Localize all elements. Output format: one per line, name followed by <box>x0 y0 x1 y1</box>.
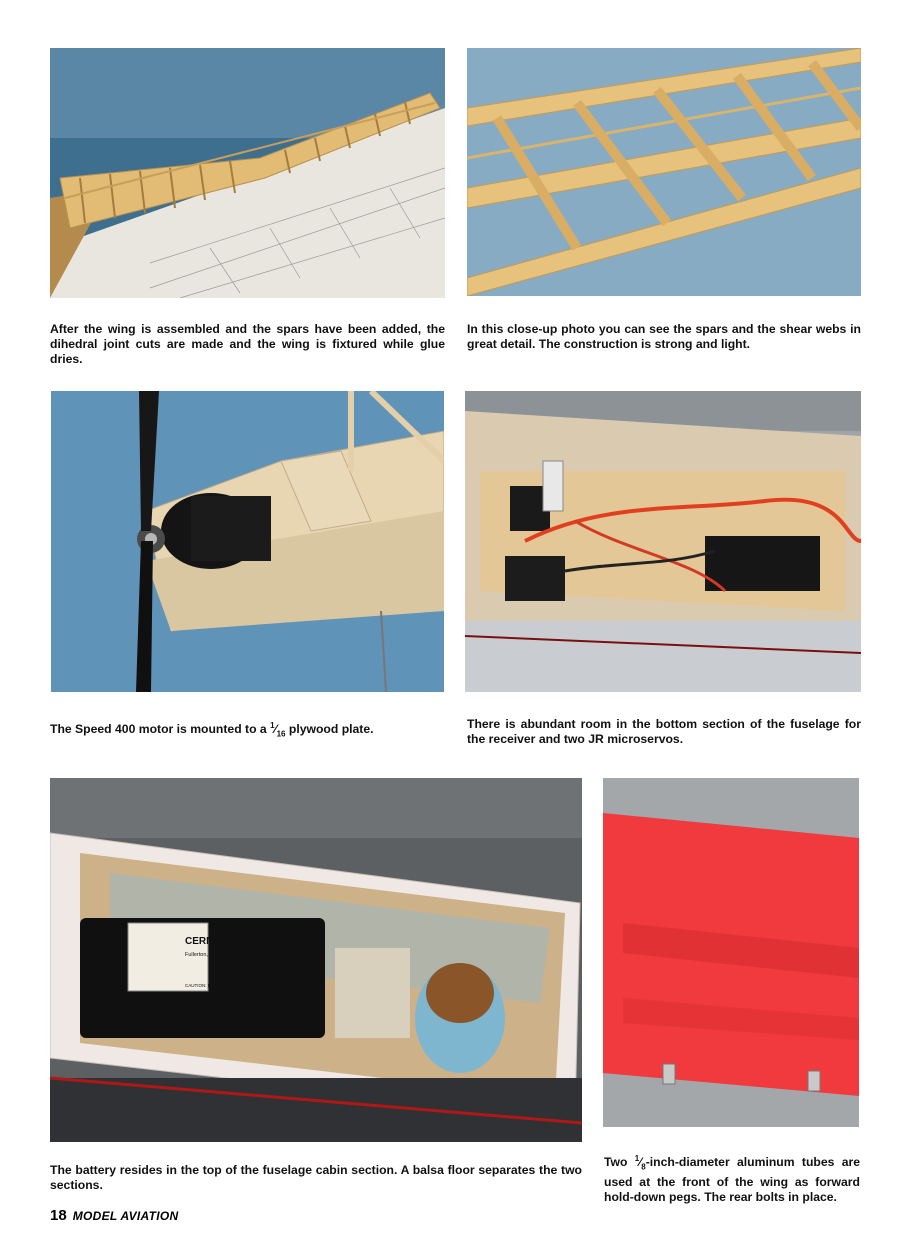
magazine-name: MODEL AVIATION <box>72 1209 179 1223</box>
page-footer <box>50 1207 178 1225</box>
photo-motor-mount <box>51 391 444 692</box>
caption-battery: The battery resides in the top of the fuselage cabin section. A balsa floor separates the two sections. <box>50 1163 582 1192</box>
photo-wing-fixture <box>50 48 445 298</box>
caption-wing-tubes: Two $^1⁄_8-inch$-diameter aluminum tubes are used at the front of the wing as forward hold-down pegs. The rear bolts in place. <box>604 1154 860 1204</box>
page-number: 18 <box>50 1207 67 1224</box>
photo-wing-tubes <box>603 778 859 1127</box>
battery-brand-text: CERMARK <box>185 936 237 947</box>
caption-wing-fixture: After the wing is assembled and the spars have been added, the dihedral joint cuts are made and the wing is fixtured while glue dries. <box>50 322 445 366</box>
caption-motor: The Speed 400 motor is mounted to a $^1⁄_{16}$ plywood plate. <box>50 721 374 739</box>
photo-battery-cabin <box>50 778 582 1142</box>
battery-caution-text: CAUTION: For Safety See Instructions <box>185 983 263 988</box>
caption-wing-closeup: In this close-up photo you can see the spars and the shear webs in great detail. The construction is strong and light. <box>467 322 861 351</box>
caption-fuselage-bottom: There is abundant room in the bottom section of the fuselage for the receiver and two JR microservos. <box>467 717 861 746</box>
battery-location-text: Fullerton, CA USA <box>185 952 230 958</box>
photo-fuselage-bottom <box>465 391 861 692</box>
photo-wing-closeup <box>467 48 861 296</box>
